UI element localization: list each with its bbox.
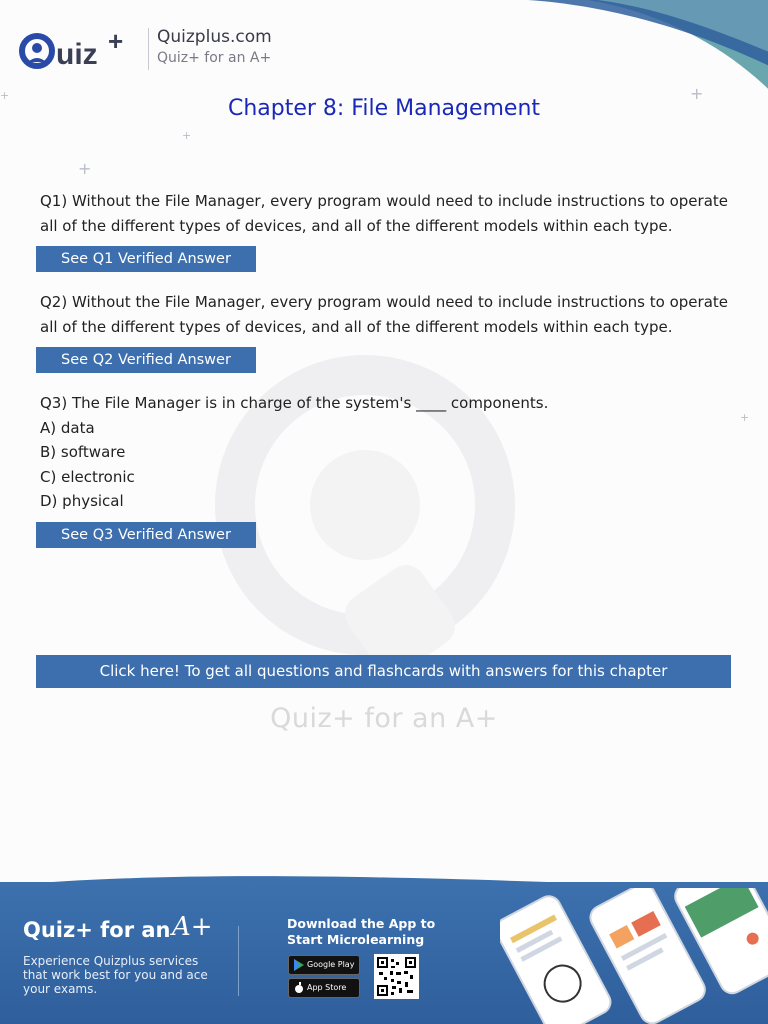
google-play-badge[interactable] — [288, 955, 360, 975]
chapter-title: Chapter 8: File Management — [227, 96, 541, 121]
option-c: C) electronic — [40, 467, 135, 486]
all-questions-button[interactable]: Click here! To get all questions and flashcards with answers for this chapter — [36, 655, 731, 688]
option-b: B) software — [40, 443, 126, 461]
question-2 — [40, 290, 728, 373]
svg-text:uiz: uiz — [56, 38, 98, 71]
download-app-text: Download the App to Start Microlearning — [287, 916, 436, 947]
svg-text:+: + — [108, 26, 124, 56]
footer-description: Experience Quizplus services that work best for you and ace your exams. — [23, 954, 208, 996]
plus-decoration: + — [182, 129, 192, 142]
see-q1-answer-button[interactable]: See Q1 Verified Answer — [36, 246, 256, 272]
question-text: Q3) The File Manager is in charge of the system's ____ components. — [40, 394, 549, 412]
apple-icon — [294, 982, 304, 994]
footer-title: Quiz+ for an — [23, 918, 171, 942]
qr-code[interactable] — [374, 954, 419, 999]
option-a: A) data — [40, 418, 95, 437]
logo-divider — [148, 28, 149, 70]
watermark-text: Quiz+ for an A+ — [270, 703, 498, 734]
plus-decoration: + — [0, 89, 10, 102]
question-text: Q2) Without the File Manager, every program would need to include instructions to operate all of the different types of devices, and all of the different models within each type. — [40, 293, 728, 336]
plus-decoration: + — [740, 411, 750, 424]
app-phone-mockups — [500, 888, 768, 1024]
footer-aplus: A+ — [172, 912, 213, 942]
app-store-badge[interactable] — [288, 978, 360, 998]
plus-decoration: + — [78, 159, 92, 178]
site-name[interactable]: Quizplus.com — [157, 27, 272, 47]
see-q3-answer-button[interactable]: See Q3 Verified Answer — [36, 522, 256, 548]
option-d: D) physical — [40, 492, 124, 510]
google-play-icon — [294, 959, 304, 971]
quizplus-logo[interactable] — [16, 24, 146, 76]
footer-divider — [238, 926, 239, 996]
plus-decoration: + — [690, 84, 704, 103]
app-store-label: App Store — [307, 983, 347, 992]
site-tagline: Quiz+ for an A+ — [157, 50, 272, 66]
see-q2-answer-button[interactable]: See Q2 Verified Answer — [36, 347, 256, 373]
question-1 — [40, 189, 728, 272]
question-text: Q1) Without the File Manager, every program would need to include instructions to operate all of the different types of devices, and all of the different models within each type. — [40, 192, 728, 235]
google-play-label: Google Play — [307, 960, 355, 969]
questions-list — [40, 189, 728, 566]
question-3 — [40, 391, 728, 548]
